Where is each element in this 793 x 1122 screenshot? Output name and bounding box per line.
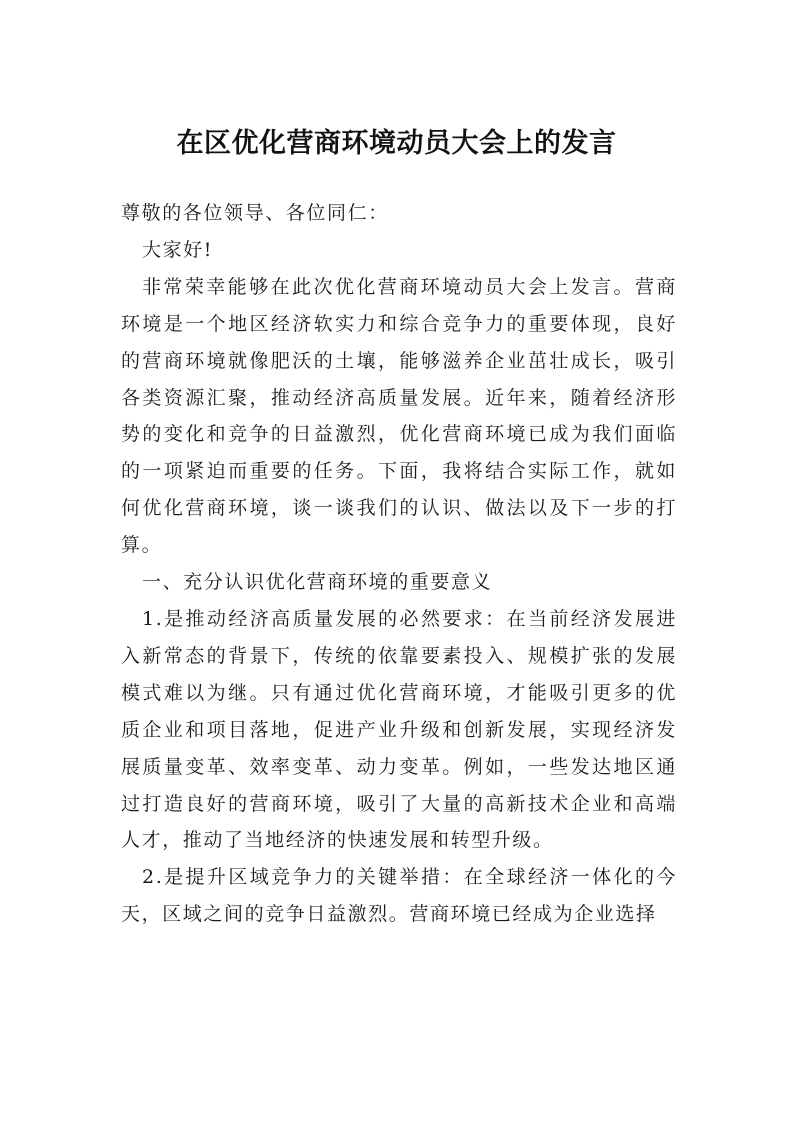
greeting: 大家好! [142,238,214,261]
point-1-paragraph: 1.是推动经济高质量发展的必然要求：在当前经济发展进入新常态的背景下，传统的依靠要素投入、规模扩张的发展模式难以为继。只有通过优化营商环境，才能吸引更多的优质企业和项目落地，促进产业升级和创新发展，实现经济发展质量变革、效率变革、动力变革。例如，一些发达地区通过打造良好的营商环境，吸引了大量的高新技术企业和高端人才，推动了当地经济的快速发展和转型升级。 [121,607,677,852]
section-heading-1: 一、充分认识优化营商环境的重要意义 [142,571,493,594]
salutation: 尊敬的各位领导、各位同仁： [121,202,389,224]
point-2-paragraph: 2.是提升区域竞争力的关键举措：在全球经济一体化的今天，区域之间的竞争日益激烈。营商环境已经成为企业选择 [121,866,677,926]
document-body [121,195,677,933]
document-title: 在区优化营商环境动员大会上的发言 [176,128,617,159]
intro-paragraph: 非常荣幸能够在此次优化营商环境动员大会上发言。营商环境是一个地区经济软实力和综合竞争力的重要体现，良好的营商环境就像肥沃的土壤，能够滋养企业茁壮成长，吸引各类资源汇聚，推动经济高质量发展。近年来，随着经济形势的变化和竞争的日益激烈，优化营商环境已成为我们面临的一项紧迫而重要的任务。下面，我将结合实际工作，就如何优化营商环境，谈一谈我们的认识、做法以及下一步的打算。 [121,275,677,557]
